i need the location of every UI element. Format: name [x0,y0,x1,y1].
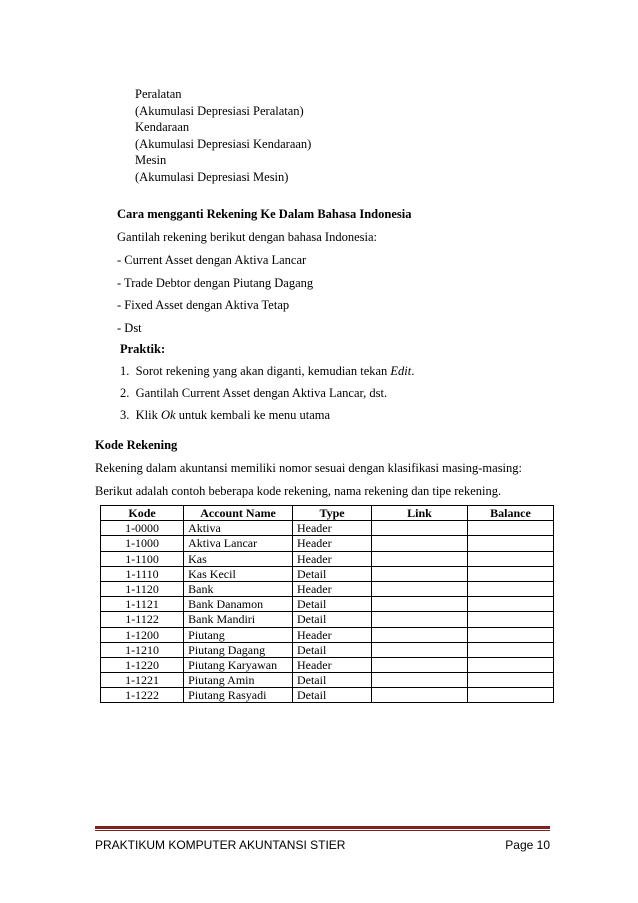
column-header-kode: Kode [101,506,184,521]
cell-balance [467,536,553,551]
cell-kode: 1-1122 [101,612,184,627]
cell-kode: 1-0000 [101,521,184,536]
cell-link [372,581,468,596]
table-row [101,551,554,566]
step-number: 1. [120,364,130,378]
practice-step [120,408,330,423]
accounts-list-item: (Akumulasi Depresiasi Peralatan) [135,103,304,118]
rename-heading: Cara mengganti Rekening Ke Dalam Bahasa Indonesia [117,207,412,221]
kode-heading: Kode Rekening [95,438,178,452]
accounts-list-item: Peralatan [135,87,182,101]
cell-link [372,627,468,642]
table-row [101,673,554,688]
step-text: Gantilah Current Asset dengan Aktiva Lancar, dst. [135,386,388,400]
cell-type: Header [292,536,371,551]
cell-link [372,521,468,536]
table-header-row [101,506,554,521]
cell-account-name: Piutang [184,627,293,642]
cell-balance [467,688,553,703]
kode-paragraph: Rekening dalam akuntansi memiliki nomor sesuai dengan klasifikasi masing-masing: [95,461,523,475]
column-header-account-name: Account Name [184,506,293,521]
accounts-list-item: Mesin [135,153,167,167]
cell-link [372,612,468,627]
cell-account-name: Aktiva Lancar [184,536,293,551]
accounts-list-item: (Akumulasi Depresiasi Kendaraan) [135,136,312,151]
rename-bullet: - Fixed Asset dengan Aktiva Tetap [117,298,290,312]
cell-balance [467,597,553,612]
cell-kode: 1-1221 [101,673,184,688]
column-header-balance: Balance [467,506,553,521]
cell-account-name: Kas [184,551,293,566]
cell-type: Detail [292,612,371,627]
kode-paragraph: Berikut adalah contoh beberapa kode rekening, nama rekening dan tipe rekening. [95,484,502,498]
cell-balance [467,612,553,627]
accounts-list [135,86,311,185]
table-row [101,612,554,627]
cell-link [372,673,468,688]
step-text: Sorot rekening yang akan diganti, kemudian tekan [135,364,391,378]
cell-kode: 1-1220 [101,657,184,672]
footer-rule-thin [95,830,550,831]
cell-type: Header [292,581,371,596]
footer-title: PRAKTIKUM KOMPUTER AKUNTANSI STIER [95,838,346,852]
cell-link [372,597,468,612]
table-row [101,536,554,551]
cell-link [372,688,468,703]
cell-link [372,566,468,581]
cell-balance [467,642,553,657]
cell-balance [467,581,553,596]
cell-account-name: Bank [184,581,293,596]
cell-kode: 1-1210 [101,642,184,657]
cell-link [372,551,468,566]
accounts-list-item: (Akumulasi Depresiasi Mesin) [135,169,289,184]
cell-type: Header [292,657,371,672]
rename-bullet: - Current Asset dengan Aktiva Lancar [117,253,307,267]
table-row [101,627,554,642]
account-table [100,505,554,703]
column-header-link: Link [372,506,468,521]
accounts-list-item: Kendaraan [135,120,190,134]
cell-balance [467,566,553,581]
table-body [101,521,554,703]
cell-type: Detail [292,597,371,612]
step-number: 3. [120,408,130,422]
cell-type: Header [292,551,371,566]
cell-kode: 1-1120 [101,581,184,596]
cell-balance [467,673,553,688]
column-header-type: Type [292,506,371,521]
rename-bullet: - Dst [117,321,142,335]
table-row [101,566,554,581]
practice-heading: Praktik: [120,342,166,356]
cell-account-name: Piutang Dagang [184,642,293,657]
cell-type: Detail [292,688,371,703]
cell-type: Detail [292,642,371,657]
cell-account-name: Aktiva [184,521,293,536]
table-row [101,688,554,703]
cell-kode: 1-1200 [101,627,184,642]
cell-link [372,642,468,657]
cell-link [372,657,468,672]
cell-type: Detail [292,566,371,581]
step-emphasis: Edit [390,364,412,378]
table-row [101,581,554,596]
cell-account-name: Piutang Karyawan [184,657,293,672]
cell-account-name: Bank Danamon [184,597,293,612]
cell-account-name: Bank Mandiri [184,612,293,627]
table-row [101,642,554,657]
cell-kode: 1-1110 [101,566,184,581]
step-text: Klik [135,408,161,422]
cell-balance [467,551,553,566]
practice-step [120,364,414,379]
cell-balance [467,657,553,672]
step-text-end: . [411,364,415,378]
table-row [101,657,554,672]
rename-intro: Gantilah rekening berikut dengan bahasa Indonesia: [117,230,377,244]
cell-account-name: Piutang Amin [184,673,293,688]
page-number: Page 10 [505,838,550,852]
cell-account-name: Kas Kecil [184,566,293,581]
cell-kode: 1-1121 [101,597,184,612]
table-row [101,597,554,612]
step-emphasis: Ok [160,408,176,422]
cell-type: Header [292,521,371,536]
step-number: 2. [120,386,130,400]
cell-kode: 1-1000 [101,536,184,551]
cell-kode: 1-1100 [101,551,184,566]
cell-link [372,536,468,551]
practice-step [120,386,387,401]
footer-rule [95,826,550,829]
cell-account-name: Piutang Rasyadi [184,688,293,703]
cell-type: Header [292,627,371,642]
cell-balance [467,627,553,642]
rename-bullet: - Trade Debtor dengan Piutang Dagang [117,276,314,290]
table-row [101,521,554,536]
step-text-end: untuk kembali ke menu utama [175,408,331,422]
cell-type: Detail [292,673,371,688]
cell-balance [467,521,553,536]
cell-kode: 1-1222 [101,688,184,703]
